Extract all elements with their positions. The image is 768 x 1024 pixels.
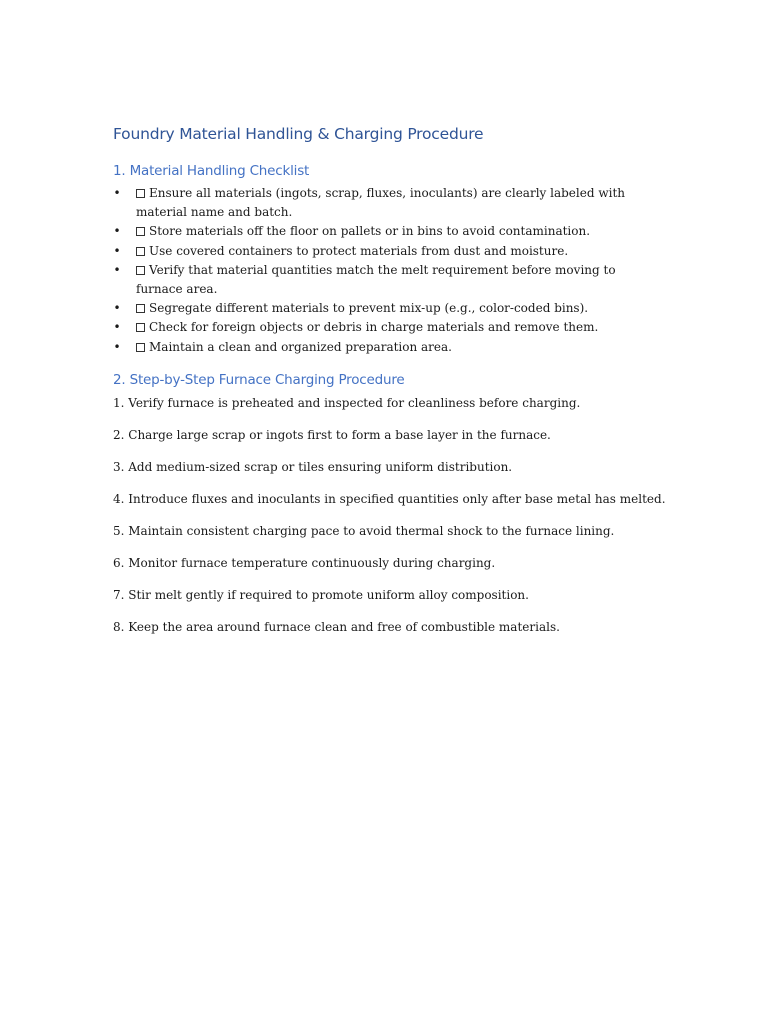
checklist-item: [113, 261, 658, 299]
charging-procedure-steps: [113, 394, 666, 650]
checklist-item: [113, 299, 658, 318]
checkbox-unchecked-icon[interactable]: [136, 323, 145, 332]
checkbox-unchecked-icon[interactable]: [136, 343, 145, 352]
checklist-item-text: Ensure all materials (ingots, scrap, fluxes, inoculants) are clearly labeled with material name and batch.: [136, 186, 625, 220]
bullet-icon: •: [113, 186, 121, 200]
checklist-item: [113, 242, 658, 261]
checklist-item-text: Segregate different materials to prevent mix-up (e.g., color-coded bins).: [149, 301, 589, 316]
bullet-icon: •: [113, 243, 121, 258]
document-title: Foundry Material Handling & Charging Procedure: [113, 125, 484, 143]
procedure-step: 2. Charge large scrap or ingots first to form a base layer in the furnace.: [113, 428, 551, 442]
checklist-item-text: Use covered containers to protect materials from dust and moisture.: [149, 243, 569, 258]
checklist-item: [113, 338, 658, 357]
checklist-item-text: Verify that material quantities match the melt requirement before moving to furnace area.: [136, 262, 616, 297]
checkbox-unchecked-icon[interactable]: [136, 304, 145, 313]
bullet-icon: •: [113, 320, 121, 335]
procedure-step: 7. Stir melt gently if required to promote uniform alloy composition.: [113, 588, 529, 602]
bullet-icon: •: [113, 224, 121, 239]
procedure-step: 6. Monitor furnace temperature continuously during charging.: [113, 556, 496, 570]
procedure-step: 5. Maintain consistent charging pace to avoid thermal shock to the furnace lining.: [113, 524, 615, 538]
bullet-icon: •: [113, 339, 121, 354]
checklist-item: [113, 318, 658, 337]
procedure-step: 8. Keep the area around furnace clean and free of combustible materials.: [113, 620, 560, 634]
checklist-item-text: Store materials off the floor on pallets or in bins to avoid contamination.: [149, 224, 591, 239]
checkbox-unchecked-icon[interactable]: [136, 266, 145, 275]
checkbox-unchecked-icon[interactable]: [136, 247, 145, 256]
checkbox-unchecked-icon[interactable]: [136, 189, 145, 198]
procedure-step: 3. Add medium-sized scrap or tiles ensuring uniform distribution.: [113, 460, 513, 474]
procedure-step: 4. Introduce fluxes and inoculants in specified quantities only after base metal has melted.: [113, 492, 666, 506]
bullet-icon: •: [113, 301, 121, 316]
checklist-item: [113, 222, 658, 241]
checkbox-unchecked-icon[interactable]: [136, 227, 145, 236]
checklist-item: [113, 184, 658, 222]
section-heading-checklist: 1. Material Handling Checklist: [113, 163, 310, 179]
checklist-item-text: Maintain a clean and organized preparation area.: [149, 339, 452, 354]
material-handling-checklist: [113, 184, 658, 357]
checklist-item-text: Check for foreign objects or debris in charge materials and remove them.: [149, 320, 599, 335]
procedure-step: 1. Verify furnace is preheated and inspected for cleanliness before charging.: [113, 396, 581, 410]
section-heading-charging-procedure: 2. Step-by-Step Furnace Charging Procedure: [113, 372, 405, 388]
bullet-icon: •: [113, 262, 121, 277]
